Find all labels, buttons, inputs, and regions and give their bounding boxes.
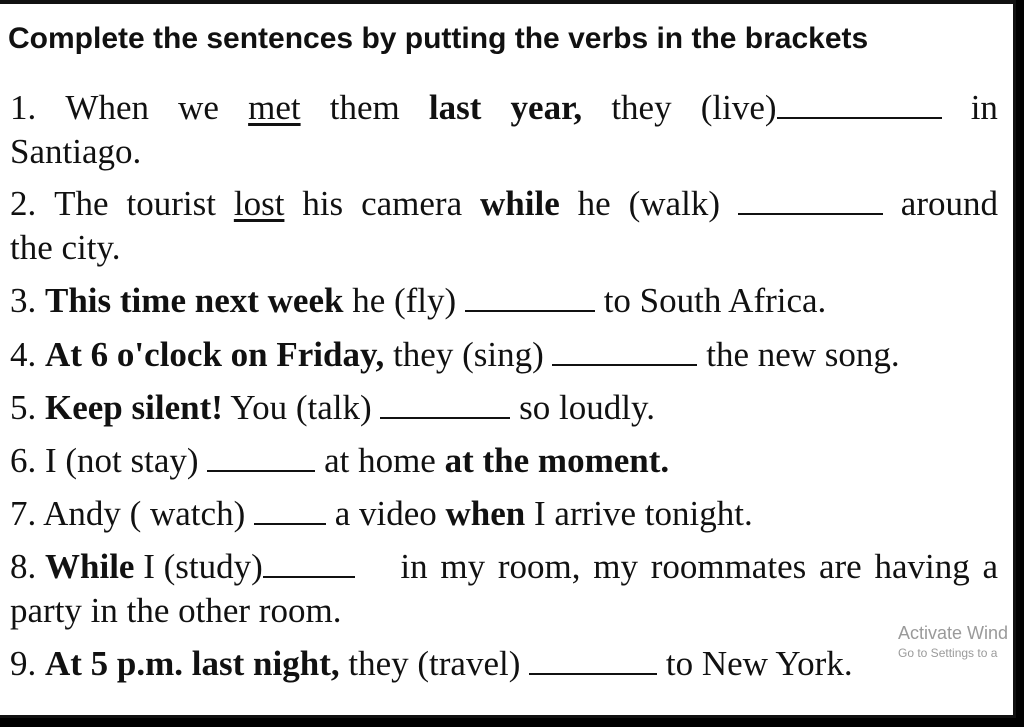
answer-blank[interactable] bbox=[263, 575, 355, 578]
word-underlined: lost bbox=[233, 184, 285, 223]
word: them bbox=[329, 88, 400, 127]
word: they bbox=[611, 88, 672, 127]
sentence-8-line-2: party in the other room. bbox=[10, 591, 342, 630]
sentence-text: the new song. bbox=[697, 335, 900, 374]
verb-prompt bbox=[701, 90, 942, 125]
sentence-start bbox=[10, 549, 355, 584]
word-bold: year, bbox=[510, 88, 583, 127]
word: When bbox=[65, 88, 149, 127]
sentence-text: 7. Andy ( watch) bbox=[10, 494, 254, 533]
word: around bbox=[900, 184, 998, 223]
sentence-4 bbox=[10, 337, 900, 372]
answer-blank[interactable] bbox=[552, 363, 697, 366]
item-number: 3. bbox=[10, 281, 37, 320]
word-bold: last bbox=[428, 88, 482, 127]
sentence-text: in my room, my roommates are having a bbox=[400, 547, 998, 586]
sentence-8-line-1 bbox=[10, 549, 998, 584]
time-expression: when bbox=[445, 494, 526, 533]
word: The bbox=[54, 184, 109, 223]
sentence-9 bbox=[10, 646, 853, 681]
sentence-2-line-2: the city. bbox=[10, 228, 121, 267]
sentence-text: they (travel) bbox=[339, 644, 530, 683]
sentence-6 bbox=[10, 443, 669, 478]
time-expression: Keep silent! bbox=[45, 388, 223, 427]
sentence-text: at home bbox=[315, 441, 445, 480]
word-underlined: met bbox=[248, 88, 301, 127]
word: we bbox=[178, 88, 219, 127]
answer-blank[interactable] bbox=[777, 116, 942, 119]
answer-blank[interactable] bbox=[380, 416, 510, 419]
sentence-1-line-1 bbox=[10, 90, 998, 125]
sentence-text: 6. I (not stay) bbox=[10, 441, 208, 480]
time-expression: At 6 o'clock on Friday, bbox=[45, 335, 385, 374]
word: in bbox=[970, 88, 998, 127]
sentence-text: so loudly. bbox=[510, 388, 655, 427]
word: his bbox=[302, 184, 344, 223]
sentence-text: You (talk) bbox=[222, 388, 381, 427]
verb: (live) bbox=[700, 88, 777, 127]
item-number: 9. bbox=[10, 644, 37, 683]
word: camera bbox=[361, 184, 463, 223]
sentence-3 bbox=[10, 283, 826, 318]
sentence-text: to New York. bbox=[657, 644, 853, 683]
item-number: 4. bbox=[10, 335, 37, 374]
sentence-text: a video bbox=[325, 494, 446, 533]
sentence-5 bbox=[10, 390, 655, 425]
sentence-1-line-2: Santiago. bbox=[10, 132, 142, 171]
word: (walk) bbox=[628, 184, 720, 223]
word: tourist bbox=[126, 184, 216, 223]
sentence-text: he (fly) bbox=[343, 281, 465, 320]
activation-watermark-subtitle: Go to Settings to a bbox=[898, 646, 998, 660]
sentence-text: I (study) bbox=[134, 547, 263, 586]
item-number: 5. bbox=[10, 388, 37, 427]
time-expression: At 5 p.m. last night, bbox=[45, 644, 340, 683]
worksheet-title: Complete the sentences by putting the verbs in the brackets bbox=[8, 22, 869, 55]
activation-watermark-title: Activate Wind bbox=[898, 623, 1009, 643]
word: he bbox=[577, 184, 611, 223]
time-expression: This time next week bbox=[45, 281, 344, 320]
answer-blank[interactable] bbox=[529, 672, 657, 675]
item-number: 1. bbox=[10, 88, 37, 127]
sentence-2-line-1 bbox=[10, 186, 998, 221]
sentence-text: to South Africa. bbox=[594, 281, 827, 320]
answer-blank[interactable] bbox=[465, 309, 595, 312]
sentence-7 bbox=[10, 496, 753, 531]
item-number: 2. bbox=[10, 184, 37, 223]
answer-blank[interactable] bbox=[207, 469, 315, 472]
answer-blank[interactable] bbox=[738, 212, 883, 215]
time-expression: at the moment. bbox=[444, 441, 670, 480]
sentence-text: I arrive tonight. bbox=[525, 494, 753, 533]
answer-blank[interactable] bbox=[254, 522, 326, 525]
sentence-text: they (sing) bbox=[384, 335, 553, 374]
item-number: 8. bbox=[10, 547, 37, 586]
time-expression: While bbox=[45, 547, 135, 586]
word-bold: while bbox=[480, 184, 560, 223]
